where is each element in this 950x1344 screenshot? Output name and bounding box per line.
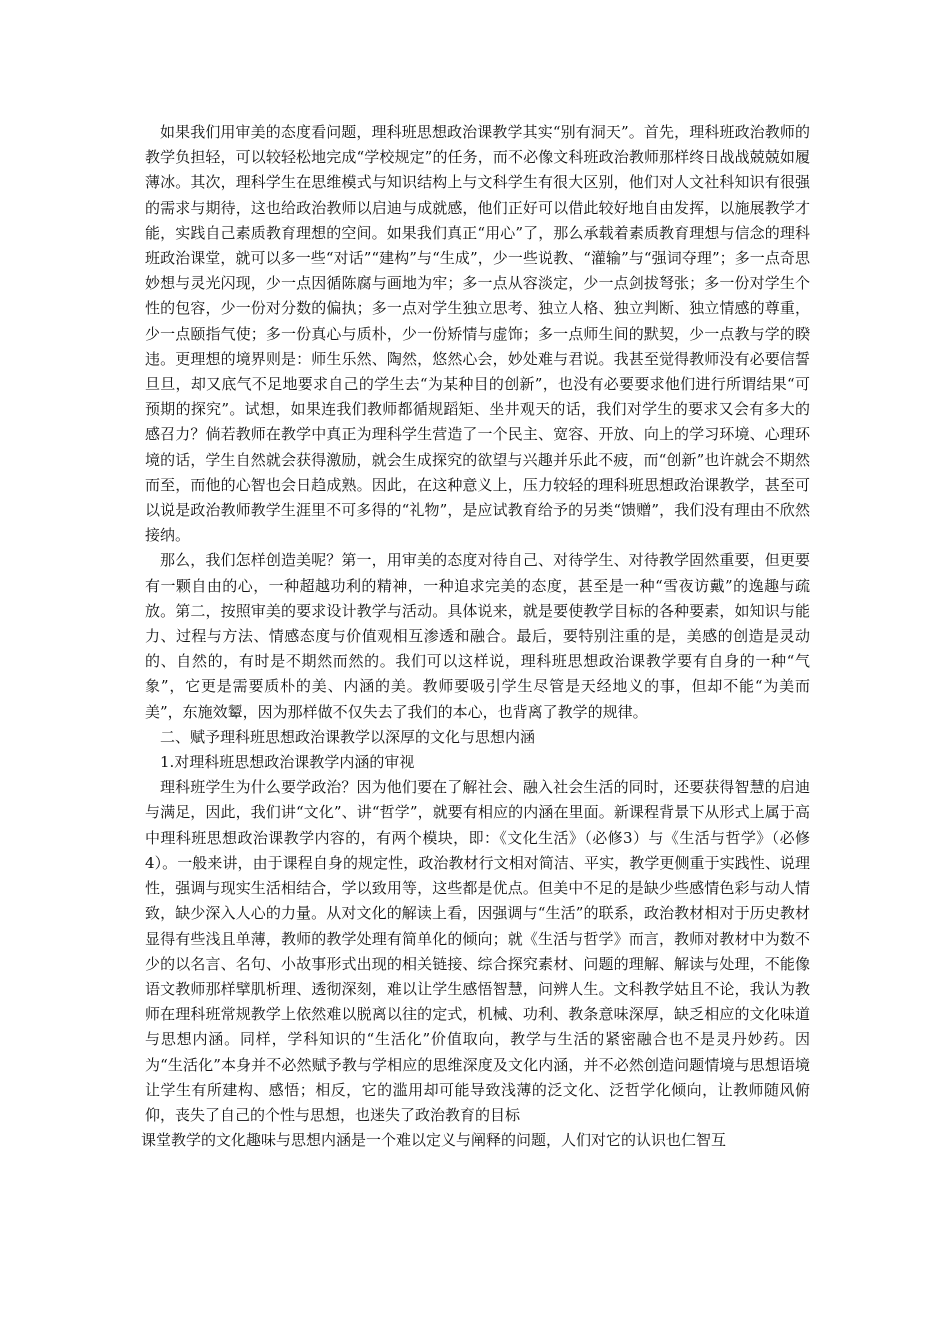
subsection-heading: 1.对理科班思想政治课教学内涵的审视 bbox=[160, 753, 415, 772]
body-paragraph: 理科班学生为什么要学政治？因为他们要在了解社会、融入社会生活的同时，还要获得智慧的启迪与满足，因此，我们讲“文化”、讲“哲学”，就要有相应的内涵在里面。新课程背景下从形式上属于高中理科班思想政治课教学内容的，有两个模块，即：《文化生活》（必修3）与《生活与哲学》（必修4）。一般来讲，由于课程自身的规定性，政治教材行文相对简洁、平实，教学更侧重于实践性、说理性，强调与现实生活相结合，学以致用等，这些都是优点。但美中不足的是缺少些感情色彩与动人情致，缺少深入人心的力量。从对文化的解读上看，因强调与“生活”的联系，政治教材相对于历史教材显得有些浅且单薄，教师的教学处理有简单化的倾向；就《生活与哲学》而言，教师对教材中为数不少的以名言、名句、小故事形式出现的相关链接、综合探究素材、问题的理解、解读与处理，不能像语文教师那样擘肌析理、透彻深刻，难以让学生感悟智慧，问辨人生。文科教学姑且不论，我认为教师在理科班常规教学上依然难以脱离以往的定式，机械、功利、教条意味深厚，缺乏相应的文化味道与思想内涵。同样，学科知识的“生活化”价值取向，教学与生活的紧密融合也不是灵丹妙药。因为“生活化”本身并不必然赋予教与学相应的思维深度及文化内涵，并不必然创造问题情境与思想语境让学生有所建构、感悟；相反，它的滥用却可能导致浅薄的泛文化、泛哲学化倾向，让教师随风俯仰，丧失了自己的个性与思想，也迷失了政治教育的目标 bbox=[145, 778, 810, 1124]
document-page bbox=[141, 120, 810, 1153]
body-paragraph: 课堂教学的文化趣味与思想内涵是一个难以定义与阐释的问题，人们对它的认识也仁智互 bbox=[141, 1131, 727, 1150]
section-heading: 二、赋予理科班思想政治课教学以深厚的文化与思想内涵 bbox=[160, 727, 536, 746]
body-paragraph: 那么，我们怎样创造美呢？第一，用审美的态度对待自己、对待学生、对待教学固然重要，但更要有一颗自由的心，一种超越功利的精神，一种追求完美的态度，甚至是一种“雪夜访戴”的逸趣与疏放。第二，按照审美的要求设计教学与活动。具体说来，就是要使教学目标的各种要素，如知识与能力、过程与方法、情感态度与价值观相互渗透和融合。最后，要特别注重的是，美感的创造是灵动的、自然的，有时是不期然而然的。我们可以这样说，理科班思想政治课教学要有自身的一种“气象”，它更是需要质朴的美、内涵的美。教师要吸引学生尽管是天经地义的事，但却不能“为美而美”，东施效颦，因为那样做不仅失去了我们的本心，也背离了教学的规律。 bbox=[145, 551, 810, 721]
body-paragraph: 如果我们用审美的态度看问题，理科班思想政治课教学其实“别有洞天”。首先，理科班政治教师的教学负担轻，可以较轻松地完成“学校规定”的任务，而不必像文科班政治教师那样终日战战兢兢如履薄冰。其次，理科学生在思维模式与知识结构上与文科学生有很大区别，他们对人文社科知识有很强的需求与期待，这也给政治教师以启迪与成就感，他们正好可以借此较好地自由发挥，以施展教学才能，实践自己素质教育理想的空间。如果我们真正“用心”了，那么承载着素质教育理想与信念的理科班政治课堂，就可以多一些“对话”“建构”与“生成”，少一些说教、“灌输”与“强词夺理”；多一点奇思妙想与灵光闪现，少一点因循陈腐与画地为牢；多一点从容淡定，少一点剑拔弩张；多一份对学生个性的包容，少一份对分数的偏执；多一点对学生独立思考、独立人格、独立判断、独立情感的尊重，少一点颐指气使；多一份真心与质朴，少一份矫情与虚饰；多一点师生间的默契，少一点教与学的睽违。更理想的境界则是：师生乐然、陶然，悠然心会，妙处难与君说。我甚至觉得教师没有必要信誓旦旦，却又底气不足地要求自己的学生去“为某种目的创新”，也没有必要要求他们进行所谓结果“可预期的探究”。试想，如果连我们教师都循规蹈矩、坐井观天的话，我们对学生的要求又会有多大的感召力？倘若教师在教学中真正为理科学生营造了一个民主、宽容、开放、向上的学习环境、心理环境的话，学生自然就会获得激励，就会生成探究的欲望与兴趣并乐此不疲，而“创新”也许就会不期然而至，而他的心智也会日趋成熟。因此，在这种意义上，压力较轻的理科班思想政治课教学，甚至可以说是政治教师教学生涯里不可多得的“礼物”，是应试教育给予的另类“馈赠”，我们没有理由不欣然接纳。 bbox=[145, 123, 810, 545]
